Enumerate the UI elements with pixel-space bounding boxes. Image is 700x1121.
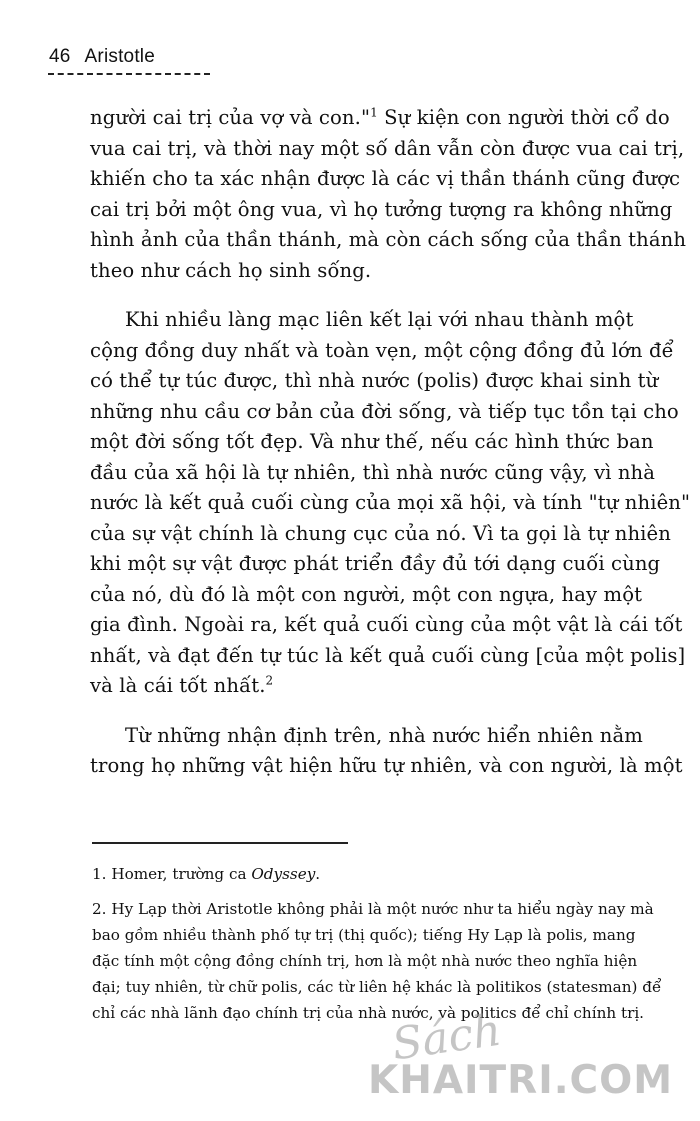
header-divider bbox=[48, 73, 210, 75]
footnote-line: chỉ các nhà lãnh đạo chính trị của nhà nước, và politics để chỉ chính trị. bbox=[92, 1004, 645, 1022]
text-line: nhất, và đạt đến tự túc là kết quả cuối cùng [của một polis] bbox=[90, 643, 686, 667]
footnote-2 bbox=[92, 896, 662, 1026]
paragraph-1 bbox=[90, 103, 687, 286]
text-line: người cai trị của vợ và con."$^1$ Sự kiện con người thời cổ do bbox=[90, 105, 670, 129]
text-line: Từ những nhận định trên, nhà nước hiển nhiên nằm bbox=[125, 723, 643, 747]
paragraph-2 bbox=[90, 305, 691, 702]
text-line: trong họ những vật hiện hữu tự nhiên, và con người, là một bbox=[90, 754, 683, 777]
footnotes bbox=[92, 861, 662, 1035]
footnote-line: đặc tính một cộng đồng chính trị, hơn là một nhà nước theo nghĩa hiện bbox=[92, 952, 638, 970]
text-line: những nhu cầu cơ bản của đời sống, và tiếp tục tồn tại cho bbox=[90, 399, 679, 423]
page-number: 46 bbox=[49, 46, 71, 67]
text-line: khiến cho ta xác nhận được là các vị thần thánh cũng được bbox=[90, 167, 681, 190]
text-line: có thể tự túc được, thì nhà nước (polis) được khai sinh từ bbox=[90, 369, 659, 392]
footnote-1: 1. Homer, trường ca Odyssey. bbox=[92, 865, 321, 883]
footnote-line: 2. Hy Lạp thời Aristotle không phải là một nước như ta hiểu ngày nay mà bbox=[92, 900, 654, 918]
footnote-ref-2: 2 bbox=[265, 673, 274, 688]
text-line: vua cai trị, và thời nay một số dân vẫn còn được vua cai trị, bbox=[90, 136, 685, 160]
running-header bbox=[49, 46, 155, 68]
text-line: gia đình. Ngoài ra, kết quả cuối cùng của một vật là cái tốt bbox=[90, 613, 683, 636]
text-line: và là cái tốt nhất.$^2$ bbox=[90, 673, 274, 697]
running-title: Aristotle bbox=[84, 46, 155, 67]
text-line: của sự vật chính là chung cục của nó. Vì ta gọi là tự nhiên bbox=[90, 521, 671, 545]
footnote-line: đại; tuy nhiên, từ chữ polis, các từ liên hệ khác là politikos (statesman) để bbox=[92, 978, 662, 996]
text-line: theo như cách họ sinh sống. bbox=[90, 258, 372, 282]
footnote-divider bbox=[92, 842, 348, 844]
text-line: một đời sống tốt đẹp. Và như thế, nếu các hình thức ban bbox=[90, 430, 654, 453]
paragraph-3 bbox=[90, 721, 683, 782]
footnote-ref-1: 1 bbox=[370, 105, 378, 120]
footnote-line: bao gồm nhiều thành phố tự trị (thị quốc); tiếng Hy Lạp là polis, mang bbox=[92, 926, 636, 944]
text-line: hình ảnh của thần thánh, mà còn cách sống của thần thánh bbox=[90, 228, 687, 251]
text-line: khi một sự vật được phát triển đầy đủ tới dạng cuối cùng bbox=[90, 552, 661, 575]
text-line: cộng đồng duy nhất và toàn vẹn, một cộng đồng đủ lớn để bbox=[90, 338, 674, 362]
text-line: nước là kết quả cuối cùng của mọi xã hội, và tính "tự nhiên" bbox=[90, 491, 691, 514]
body-text bbox=[90, 103, 691, 782]
text-line: cai trị bởi một ông vua, vì họ tưởng tượng ra không những bbox=[90, 197, 673, 221]
text-line: Khi nhiều làng mạc liên kết lại với nhau thành một bbox=[125, 308, 634, 331]
watermark-text: KHAITRI.COM bbox=[368, 1058, 674, 1103]
text-line: của nó, dù đó là một con người, một con ngựa, hay một bbox=[90, 582, 643, 606]
watermark-script: Sách bbox=[388, 1004, 505, 1071]
text-line: đầu của xã hội là tự nhiên, thì nhà nước cũng vậy, vì nhà bbox=[90, 460, 656, 484]
